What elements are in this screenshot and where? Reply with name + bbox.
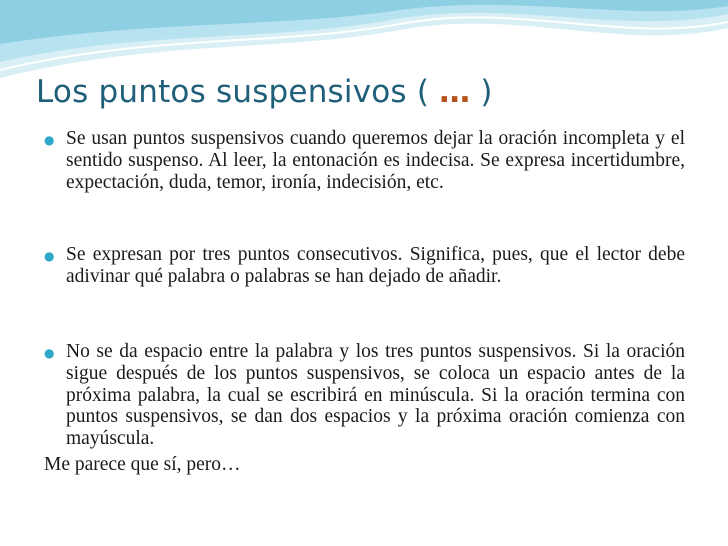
bullet-item-1 xyxy=(44,128,685,193)
bullet-item-3 xyxy=(44,341,685,450)
bullet-item-2 xyxy=(44,244,685,288)
closing-line: Me parece que sí, pero… xyxy=(44,454,241,475)
bullet-marker-icon: ● xyxy=(44,346,55,360)
bullet-marker-icon: ● xyxy=(44,133,55,147)
bullet-text: Se expresan por tres puntos consecutivos. Significa, pues, que el lector debe adivinar qué palabra o palabras se han dejado de añadir. xyxy=(66,244,685,287)
bullet-marker-icon: ● xyxy=(44,249,55,263)
bullet-text: No se da espacio entre la palabra y los tres puntos suspensivos. Si la oración sigue después de los puntos suspensivos, se coloca un espacio antes de la próxima palabra, la cual se escribirá en minúscula. Si la oración termina con puntos suspensivos, se dan dos espacios y la próxima oración comienza con mayúscula. xyxy=(66,341,685,450)
slide-title: Los puntos suspensivos ( … ) xyxy=(36,74,493,110)
header-wave-decoration xyxy=(0,0,728,80)
title-ellipsis: … xyxy=(439,74,471,110)
bullet-text: Se usan puntos suspensivos cuando queremos dejar la oración incompleta y el sentido suspenso. Al leer, la entonación es indecisa. Se expresa incertidumbre, expectación, duda, temor, ironía, indecisión, etc. xyxy=(66,128,685,193)
